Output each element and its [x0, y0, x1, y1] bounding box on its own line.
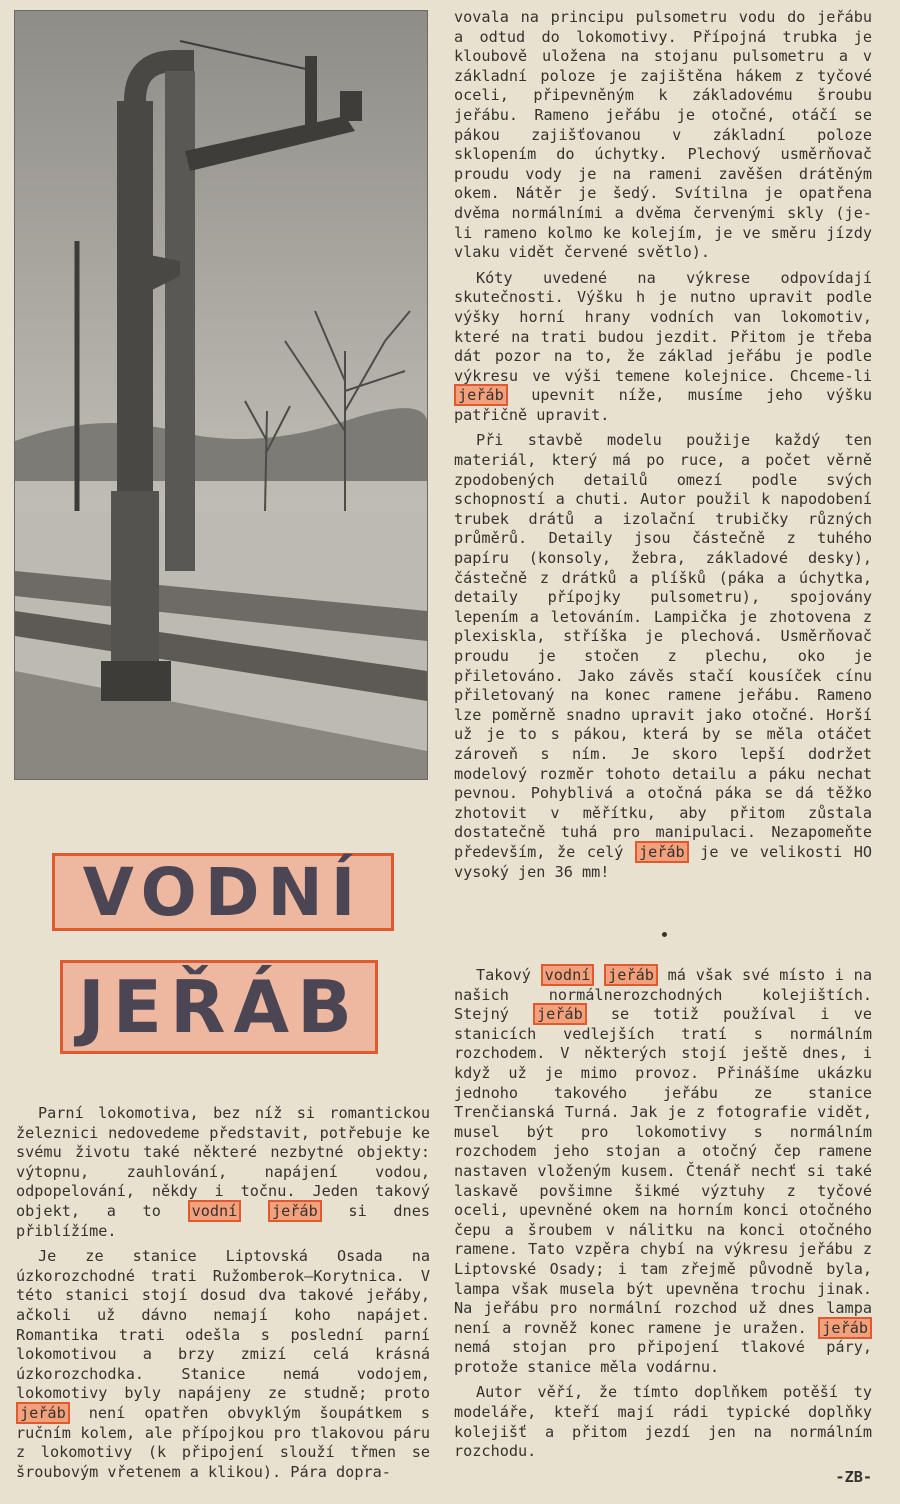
paragraph: vovala na principu pulsometru vodu do jeřábu a odtud do lokomotivy. Přípojná trubka je kloubově uložena na stojanu pulsometru a v základní poloze je zajištěna hákem z tyčové oceli, připevněným k základovému šroubu jeřábu. Rameno jeřábu je otočné, otáčí se pákou zajišťovanou v základní poloze sklopením do úchytky. Plechový usměrňovač proudu vody je na rameni zavěšen drátěným okem. Nátěr je šedý. Svítilna je opatřena dvěma normálními a dvěma červenými skly (je-li rameno kolmo ke kolejím, je ve směru jízdy vlaku vidět červené světlo). [454, 8, 872, 262]
highlight: jeřáb [604, 964, 658, 986]
highlight: jeřáb [16, 1402, 70, 1424]
signature: -ZB- [835, 1467, 872, 1486]
highlight: jeřáb [454, 384, 508, 406]
highlight: jeřáb [533, 1003, 587, 1025]
paragraph: Při stavbě modelu použije každý ten materiál, který má po ruce, a počet věrně zpodobených detailů omezí podle svých schopností a chuti. Autor použil k napodobení trubek drátů a izolační trubičky různých průměrů. Detaily jsou částečně z tuhého papíru (konsoly, žebra, základové desky), částečně z drátků a plíšků (páka a úchytka, detaily přípojky pulsometru), spojovány lepením a letováním. Lampička je zhotovena z plexiskla, stříška je plechová. Usměrňovač proudu je stočen z plechu, oko je přiletováno. Jako závěs stačí kousíček cínu přiletovaný na konec ramene jeřábu. Rameno lze poměrně snadno upravit jako otočné. Horší už je to s pákou, která by se měla otáčet zároveň s ním. Je skoro lepší dodržet modelový rozměr tohoto detailu a páku nechat pevnou. Pohyblivá a otočná páka se dá těžko zhotovit v měřítku, aby přitom zůstala dostatečně tuhá pro manipulaci. Nezapomeňte především, že celý jeřáb je ve velikosti HO vysoký jen 36 mm! [454, 431, 872, 881]
headline-line-1: VODNÍ [52, 853, 394, 931]
left-column [16, 1104, 430, 1488]
paragraph: Je ze stanice Liptovská Osada na úzkorozchodné trati Ružomberok—Korytnica. V této stanici stojí dosud dva takové jeřáby, ačkoli už dávno nemají koho napájet. Romantika trati odešla s poslední parní lokomotivou a brzy zmizí celá krásná úzkorozchodka. Stanice nemá vodojem, lokomotivy byly napájeny ze studně; proto jeřáb není opatřen obvyklým šoupátkem s ručním kolem, ale přípojkou pro tlakovou páru z lokomotivy (k připojení slouží třmen se šroubovým vřetenem a klikou). Pára dopra- [16, 1247, 430, 1481]
paragraph: Takový vodní jeřáb má však své místo i na našich normálnerozchodných kolejištích. Stejný jeřáb se totiž používal i ve stanicích vedlejších tratí s normálním rozchodem. V některých stojí ještě dnes, i když už je mimo provoz. Přinášíme ukázku jednoho takového jeřábu ze stanice Trenčianská Turná. Jak je z fotografie vidět, musel být pro lokomotivy s normálním rozchodem jeho stojan a otočný čep ramene nastaven vloženým kusem. Čtenář nechť si také laskavě povšimne šikmé výztuhy z tyčové oceli, upevněné okem na horním konci otočného čepu a šroubem v nálitku na konci otočného ramene. Tato vzpěra chybí na výkresu jeřábu z Liptovské Osady; i tam zřejmě původně byla, lampa však musela být upevněna trochu jinak. Na jeřábu pro normální rozchod už dnes lampa není a rovněž konec ramene je uražen. jeřáb nemá stojan pro připojení tlakové páry, protože stanice měla vodárnu. [454, 966, 872, 1376]
right-column-top [454, 8, 872, 888]
headline-line-2: JEŘÁB [60, 960, 378, 1054]
highlight: vodní [188, 1200, 242, 1222]
water-crane-photo [14, 10, 428, 780]
paragraph: Parní lokomotiva, bez níž si romantickou železnici nedovedeme představit, potřebuje ke svému životu také některé nezbytné objekty: výtopnu, zauhlování, napájení vodou, odpopelování, někdy i točnu. Jeden takový objekt, a to vodní jeřáb si dnes přiblížíme. [16, 1104, 430, 1240]
highlight: jeřáb [268, 1200, 322, 1222]
right-column-bottom [454, 966, 872, 1487]
highlight: vodní [541, 964, 595, 986]
separator-dot [662, 932, 667, 937]
paragraph: Kóty uvedené na výkrese odpovídají skutečnosti. Výšku h je nutno upravit podle výšky horní hrany vodních van lokomotiv, které na trati budou jezdit. Přitom je třeba dát pozor na to, že základ jeřábu je podle výkresu ve výši temene kolejnice. Chceme-li jeřáb upevnit níže, musíme jeho výšku patřičně upravit. [454, 268, 872, 424]
highlight: jeřáb [818, 1317, 872, 1339]
paragraph: Autor věří, že tímto doplňkem potěší ty modeláře, kteří mají rádi typické doplňky kolejišť a přitom jezdí jen na normálním rozchodu. [454, 1383, 872, 1461]
photo-illustration [15, 11, 427, 779]
highlight: jeřáb [635, 841, 689, 863]
